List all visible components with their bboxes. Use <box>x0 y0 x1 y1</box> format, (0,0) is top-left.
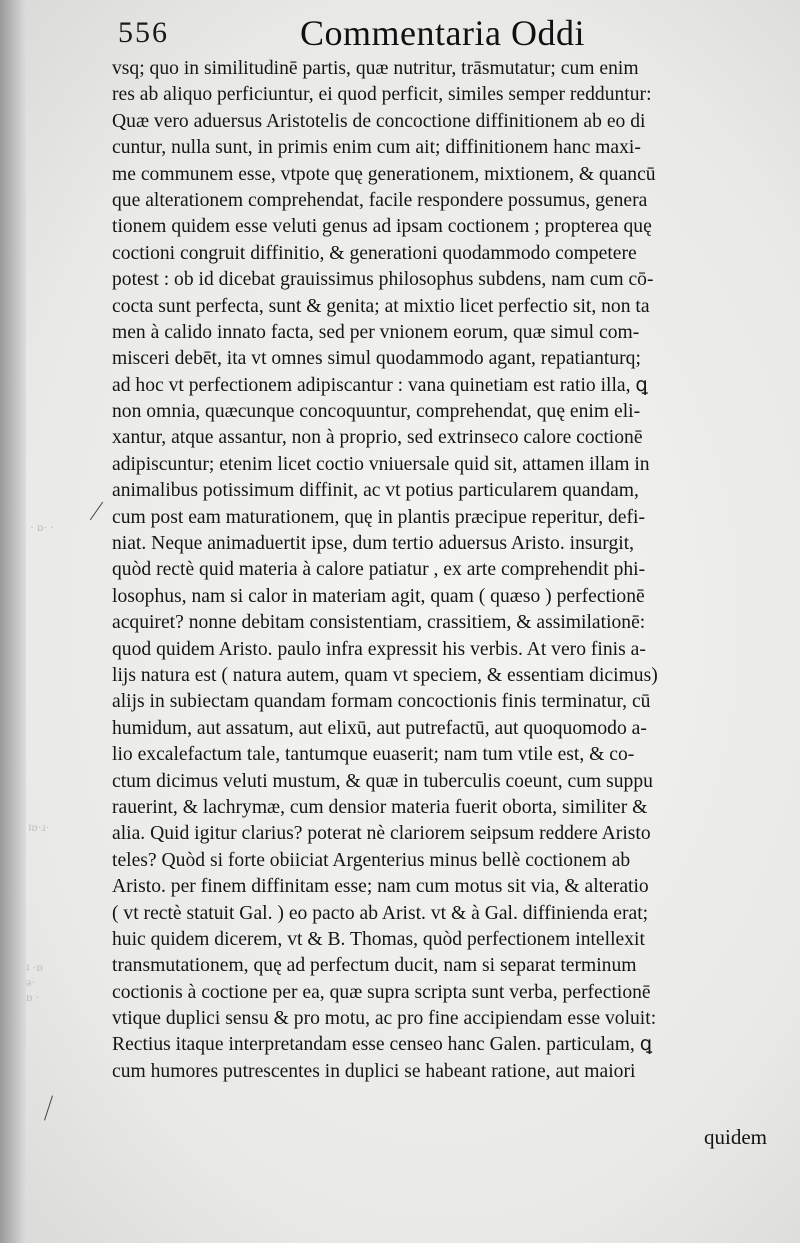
text-line: xantur, atque assantur, non à proprio, sed extrinseco calore coctionē <box>112 427 643 449</box>
text-line: quòd rectè quid materia à calore patiatur , ex arte comprehendit phi- <box>112 559 646 581</box>
text-line: non omnia, quæcunque concoquuntur, comprehendat, quę enim eli- <box>112 401 641 423</box>
text-line: niat. Neque animaduertit ipse, dum tertio aduersus Aristo. insurgit, <box>112 533 635 555</box>
text-line: cuntur, nulla sunt, in primis enim cum ait; diffinitionem hanc maxi- <box>112 137 641 159</box>
text-line: Rectius itaque interpretandam esse censeo hanc Galen. particulam, ꝗ <box>112 1034 653 1056</box>
text-line: humidum, aut assatum, aut elixū, aut putrefactū, aut quoquomodo a- <box>112 717 647 739</box>
page-number: 556 <box>118 16 169 49</box>
margin-stroke <box>90 502 103 521</box>
text-line: me communem esse, vtpote quę generationem, mixtionem, & quancū <box>112 163 656 185</box>
catchword: quidem <box>704 1125 767 1149</box>
running-title: Commentaria Oddi <box>300 13 585 53</box>
body-text <box>112 56 772 1085</box>
text-line: coctionis à coctione per ea, quæ supra scripta sunt verba, perfectionē <box>112 981 651 1003</box>
text-line: rauerint, & lachrymæ, cum densior materia fuerit oborta, similiter & <box>112 796 648 818</box>
text-line: cocta sunt perfecta, sunt & genita; at mixtio licet perfectio sit, non ta <box>112 295 650 317</box>
text-line: huic quidem dicerem, vt & B. Thomas, quòd perfectionem intellexit <box>112 928 645 950</box>
text-line: cum post eam maturationem, quę in plantis præcipue reperitur, defi- <box>112 506 645 528</box>
text-line: potest : ob id dicebat grauissimus philosophus subdens, nam cum cō- <box>112 269 654 291</box>
text-line: ( vt rectè statuit Gal. ) eo pacto ab Arist. vt & à Gal. diffinienda erat; <box>112 902 649 924</box>
text-line: cum humores putrescentes in duplici se habeant ratione, aut maiori <box>112 1060 636 1082</box>
text-line: Quæ vero aduersus Aristotelis de concoctione diffinitionem ab eo di <box>112 110 646 132</box>
text-line: lio excalefactum tale, tantumque euaserit; nam tum vtile est, & co- <box>112 744 635 766</box>
bleed-through-mark: ʇɒ·ɹ· <box>28 820 50 834</box>
text-line: transmutationem, quę ad perfectum ducit, nam si separat terminum <box>112 955 637 977</box>
text-line: Aristo. per finem diffinitam esse; nam cum motus sit via, & alteratio <box>112 876 649 898</box>
text-line: teles? Quòd si forte obiiciat Argenterius minus bellè coctionem ab <box>112 849 631 871</box>
page-header <box>118 12 778 58</box>
text-line: animalibus potissimum diffinit, ac vt potius particularem quandam, <box>112 480 639 502</box>
text-line: adipiscuntur; etenim licet coctio vniuersale quid sit, attamen illam in <box>112 453 650 475</box>
text-line: vsq; quo in similitudinē partis, quæ nutritur, trāsmutatur; cum enim <box>112 58 639 79</box>
text-line: alijs in subiectam quandam formam concoctionis finis terminatur, cū <box>112 691 651 713</box>
bleed-through-mark: ʇ ·ɒ ǝ· ɒ · <box>26 960 43 1004</box>
text-line: coctioni congruit diffinitio, & generationi quodammodo competere <box>112 242 637 264</box>
text-line: res ab aliquo perficiuntur, ei quod perficit, similes semper redduntur: <box>112 84 652 106</box>
margin-stroke <box>44 1095 53 1120</box>
text-line: misceri debēt, ita vt omnes simul quodammodo agant, repatianturq; <box>112 348 641 370</box>
bleed-through-mark: · ɒ· · <box>30 520 55 534</box>
text-line: quod quidem Aristo. paulo infra expressit his verbis. At vero finis a- <box>112 638 646 660</box>
text-line: ctum dicimus veluti mustum, & quæ in tuberculis coeunt, cum suppu <box>112 770 653 792</box>
text-line: alia. Quid igitur clarius? poterat nè clariorem seipsum reddere Aristo <box>112 823 651 845</box>
text-line: men à calido innato facta, sed per vnionem eorum, quæ simul com- <box>112 321 640 343</box>
binding-shadow <box>0 0 26 1243</box>
text-line: vtique duplici sensu & pro motu, ac pro fine accipiendam esse voluit: <box>112 1008 657 1030</box>
text-line: ad hoc vt perfectionem adipiscantur : vana quinetiam est ratio illa, ꝗ <box>112 374 648 396</box>
text-line: acquiret? nonne debitam consistentiam, crassitiem, & assimilationē: <box>112 612 646 634</box>
text-line: tionem quidem esse veluti genus ad ipsam coctionem ; propterea quę <box>112 216 652 238</box>
text-line: lijs natura est ( natura autem, quam vt speciem, & essentiam dicimus) <box>112 664 658 686</box>
text-line: que alterationem comprehendat, facile respondere possumus, genera <box>112 189 648 211</box>
text-line: losophus, nam si calor in materiam agit, quam ( quæso ) perfectionē <box>112 585 645 607</box>
